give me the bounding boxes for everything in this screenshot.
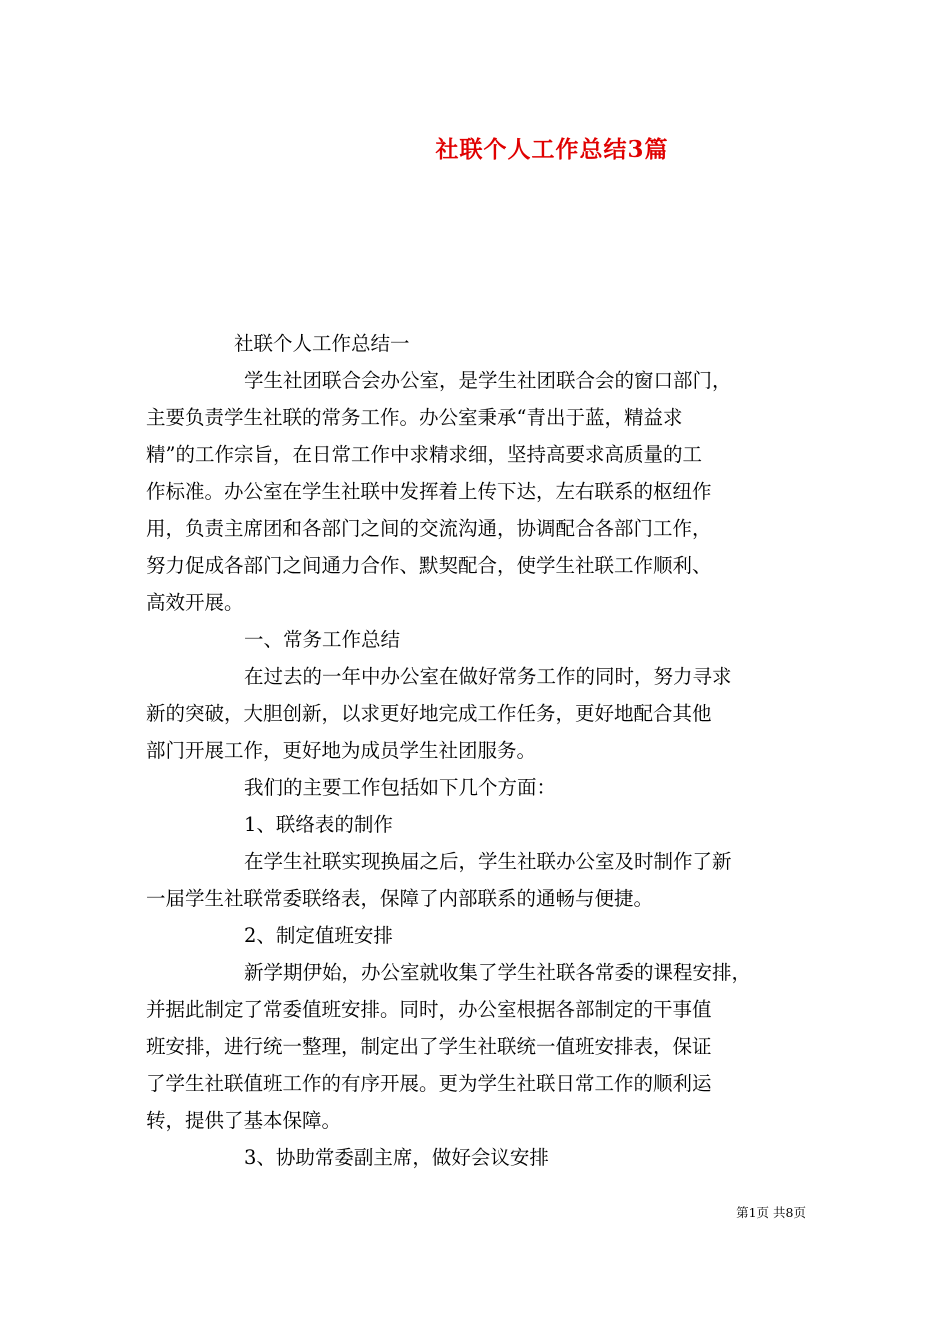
paragraph-line: 了学生社联值班工作的有序开展。更为学生社联日常工作的顺利运 [146,1072,712,1095]
document-body [146,325,806,1176]
section-heading: 一、常务工作总结 [244,628,401,651]
paragraph-line: 新学期伊始，办公室就收集了学生社联各常委的课程安排， [244,961,752,984]
paragraph-line: 用，负责主席团和各部门之间的交流沟通，协调配合各部门工作， [146,517,712,540]
paragraph-line: 一届学生社联常委联络表，保障了内部联系的通畅与便捷。 [146,887,654,910]
paragraph-line: 并据此制定了常委值班安排。同时，办公室根据各部制定的干事值 [146,998,712,1021]
paragraph-line: 作标准。办公室在学生社联中发挥着上传下达，左右联系的枢纽作 [146,480,712,503]
subsection-heading: 2、制定值班安排 [244,924,393,947]
paragraph-line: 学生社团联合会办公室，是学生社团联合会的窗口部门， [244,369,732,392]
paragraph-line: 高效开展。 [146,591,244,614]
paragraph-line: 部门开展工作，更好地为成员学生社团服务。 [146,739,537,762]
paragraph-line: 在过去的一年中办公室在做好常务工作的同时，努力寻求 [244,665,732,688]
paragraph-line: 主要负责学生社联的常务工作。办公室秉承“青出于蓝，精益求 [146,406,683,429]
page-title: 社联个人工作总结3篇 [435,136,669,163]
subsection-heading: 1、联络表的制作 [244,813,393,836]
paragraph-line: 努力促成各部门之间通力合作、默契配合，使学生社联工作顺利、 [146,554,712,577]
paragraph-line: 在学生社联实现换届之后，学生社联办公室及时制作了新 [244,850,732,873]
paragraph-line: 班安排，进行统一整理，制定出了学生社联统一值班安排表，保证 [146,1035,712,1058]
paragraph-line: 转，提供了基本保障。 [146,1109,342,1132]
paragraph-line: 新的突破，大胆创新，以求更好地完成工作任务，更好地配合其他 [146,702,712,725]
subsection-heading: 3、协助常委副主席，做好会议安排 [244,1146,549,1169]
page-number: 第1页 共8页 [736,1205,806,1220]
paragraph-line: 我们的主要工作包括如下几个方面： [244,776,557,799]
paragraph-line: 精”的工作宗旨，在日常工作中求精求细，坚持高要求高质量的工 [146,443,702,466]
section-heading: 社联个人工作总结一 [234,332,410,355]
